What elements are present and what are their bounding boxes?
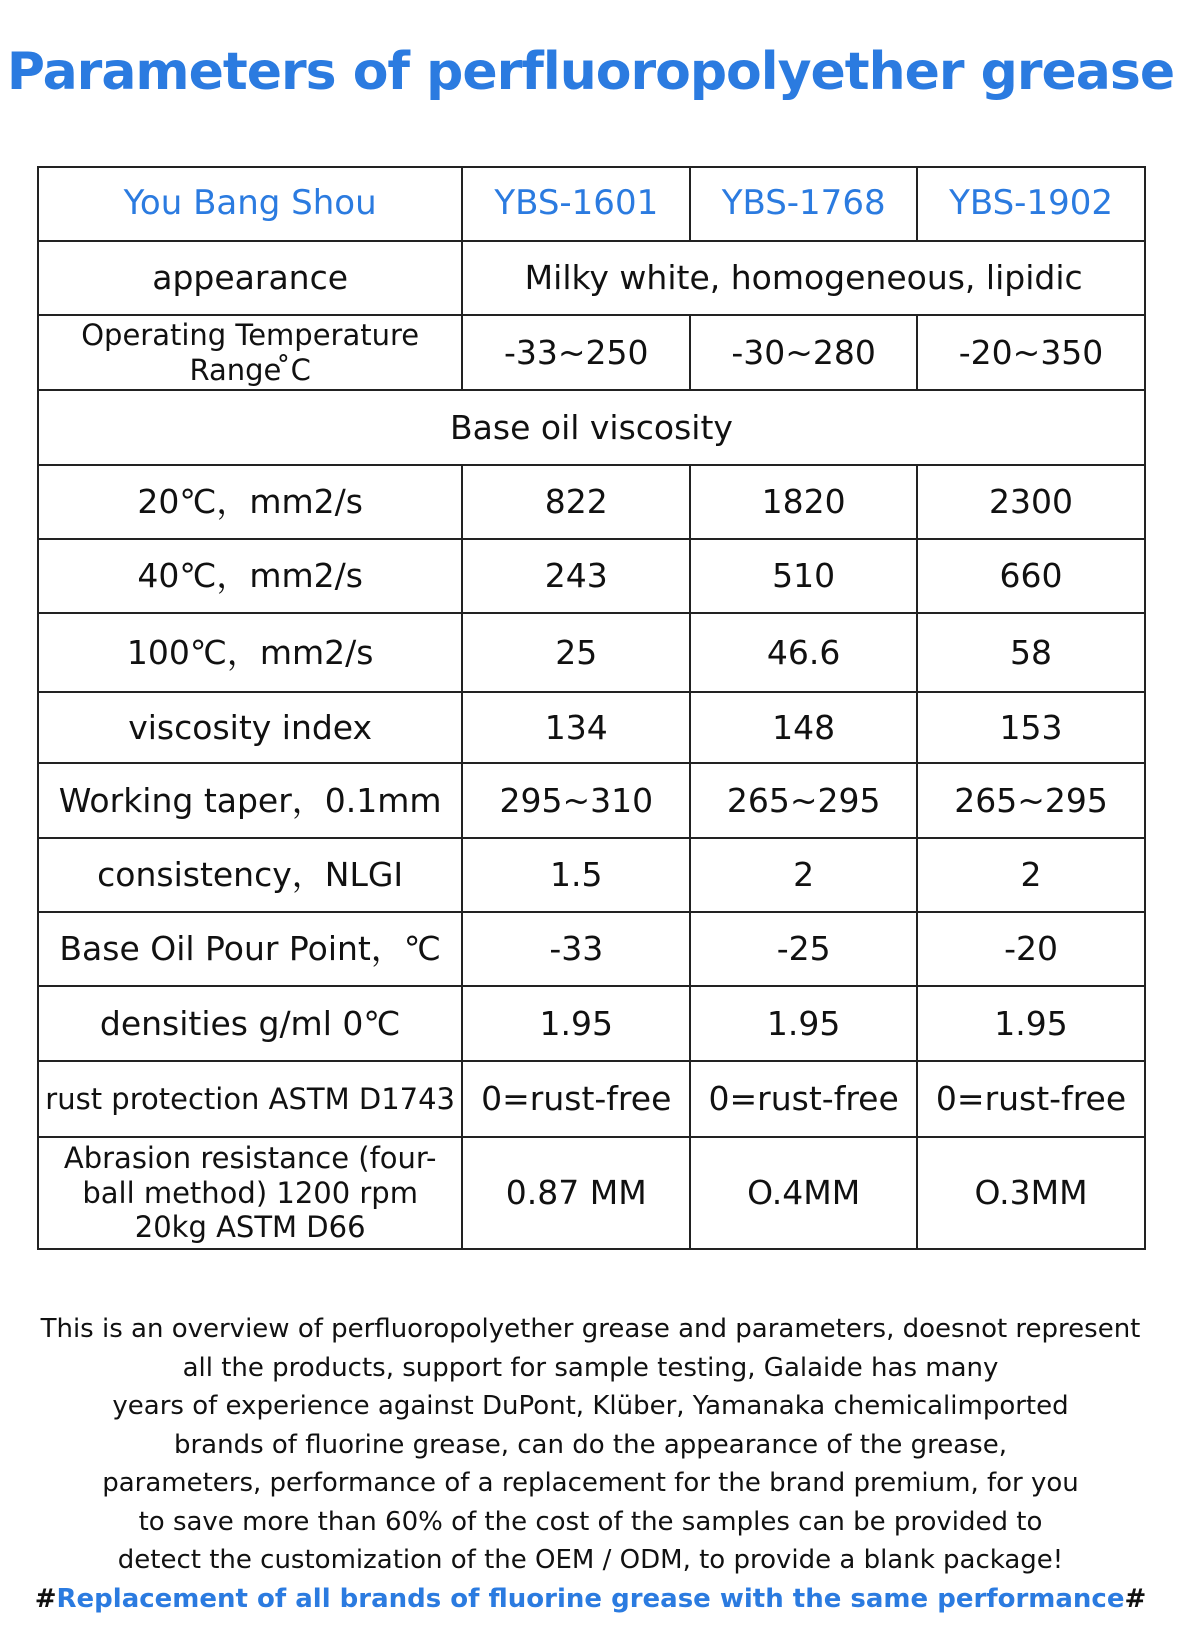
cell-value: O.4MM [690,1137,917,1249]
cell-value: 46.6 [690,613,917,692]
tagline-prefix: # [34,1583,57,1614]
cell-value: 148 [690,692,917,763]
row-label: appearance [38,241,462,315]
row-label: Abrasion resistance (four-ball method) 1200 rpm 20kg ASTM D66 [38,1137,462,1249]
page-title: Parameters of perfluoropolyether grease [6,42,1175,102]
footer-line: brands of fluorine grease, can do the appearance of the grease, [173,1429,1007,1460]
cell-value: 1.95 [917,986,1145,1061]
cell-value: 2300 [917,465,1145,539]
cell-value: 0=rust-free [917,1061,1145,1137]
row-label: consistency，NLGI [38,838,462,912]
footer-line: years of experience against DuPont, Klüber, Yamanaka chemicalimported [112,1391,1069,1421]
cell-value: -33~250 [462,315,690,390]
table-row-rust [38,1061,1145,1137]
footer-line: detect the customization of the OEM / ODM, to provide a blank package! [117,1545,1064,1575]
row-label: Operating Temperature Range ̊C [38,315,462,390]
table-row-abrasion [38,1137,1145,1249]
table-row [38,613,1145,692]
cell-value: 510 [690,539,917,613]
cell-value: 1.95 [690,986,917,1061]
footer-line: This is an overview of perfluoropolyether grease and parameters, doesnot represent [40,1314,1141,1344]
header-ybs-1902: YBS-1902 [917,167,1145,241]
section-base-oil-viscosity: Base oil viscosity [38,390,1145,465]
cell-value: -20 [917,912,1145,986]
cell-value: 0=rust-free [462,1061,690,1137]
parameters-table [37,166,1146,1250]
cell-value: -25 [690,912,917,986]
table-row [38,838,1145,912]
cell-value: 1820 [690,465,917,539]
cell-value: 0.87 MM [462,1137,690,1249]
table-row [38,465,1145,539]
cell-value: 2 [917,838,1145,912]
cell-value: -30~280 [690,315,917,390]
cell-value: -33 [462,912,690,986]
table-row [38,763,1145,838]
cell-value: O.3MM [917,1137,1145,1249]
cell-value: 153 [917,692,1145,763]
cell-value: 1.95 [462,986,690,1061]
cell-value: 1.5 [462,838,690,912]
header-ybs-1768: YBS-1768 [690,167,917,241]
table-row [38,986,1145,1061]
table-row-section [38,390,1145,465]
cell-value: 25 [462,613,690,692]
header-brand: You Bang Shou [38,167,462,241]
row-label: 20℃，mm2/s [38,465,462,539]
table-row-operating-temp [38,315,1145,390]
appearance-value: Milky white, homogeneous, lipidic [462,241,1145,315]
tagline-suffix: # [1124,1583,1147,1614]
table-row-appearance [38,241,1145,315]
cell-value: 243 [462,539,690,613]
footer-line: parameters, performance of a replacement for the brand premium, for you [102,1468,1079,1498]
footer-description [20,1310,1161,1618]
table-header-row [38,167,1145,241]
tagline [20,1580,1161,1619]
cell-value: 265~295 [690,763,917,838]
row-label: Base Oil Pour Point，℃ [38,912,462,986]
cell-value: 660 [917,539,1145,613]
cell-value: 2 [690,838,917,912]
row-label: viscosity index [38,692,462,763]
row-label: rust protection ASTM D1743 [38,1061,462,1137]
cell-value: -20~350 [917,315,1145,390]
cell-value: 295~310 [462,763,690,838]
cell-value: 265~295 [917,763,1145,838]
cell-value: 822 [462,465,690,539]
row-label: Working taper，0.1mm [38,763,462,838]
footer-line: to save more than 60% of the cost of the samples can be provided to [138,1506,1043,1537]
cell-value: 0=rust-free [690,1061,917,1137]
table-row [38,912,1145,986]
cell-value: 134 [462,692,690,763]
cell-value: 58 [917,613,1145,692]
header-ybs-1601: YBS-1601 [462,167,690,241]
table-row [38,539,1145,613]
tagline-highlight: Replacement of all brands of fluorine grease with the same performance [56,1583,1125,1614]
table-row [38,692,1145,763]
row-label: 100℃，mm2/s [38,613,462,692]
footer-line: all the products, support for sample testing, Galaide has many [182,1352,999,1383]
row-label: 40℃，mm2/s [38,539,462,613]
row-label: densities g/ml 0℃ [38,986,462,1061]
